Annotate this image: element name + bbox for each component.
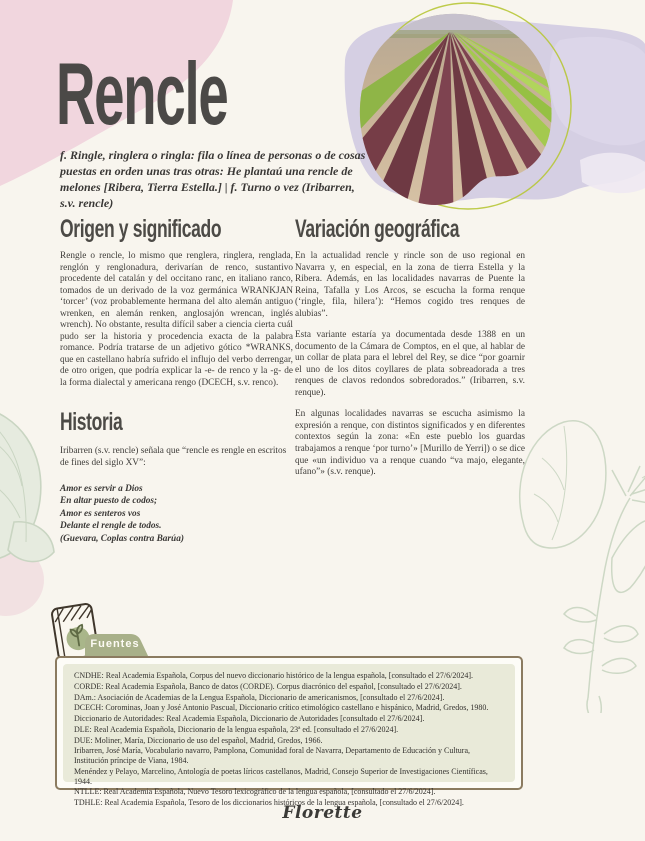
source-entry: Diccionario de Autoridades: Real Academia Española, Diccionario de Autoridades [consultado el 27/6/2024]. [74, 714, 425, 723]
leaf-sketch-left [0, 402, 69, 577]
historia-poem [60, 483, 293, 533]
variacion-paragraph: En la actualidad rencle y rincle son de uso regional en Navarra y, en especial, en la zona de tierra Estella y la Ribera. Además, en las localidades navarras de Puente la Reina, Tafalla y Los Arcos, se escucha la forma renque (‘ringle, fila, hilera’): “Hemos cogido tres renques de alubias”. [295, 251, 525, 319]
historia-intro-text: Iribarren (s.v. rencle) señala que “rencle es rengle en escritos de fines del siglo XV”: [60, 445, 287, 468]
sources-box [55, 656, 523, 807]
source-entry: CNDHE: Real Academia Española, Corpus del nuevo diccionario histórico de la lengua española, [consultado el 27/6/2024]. [74, 671, 474, 680]
source-entry: DUE: Moliner, María, Diccionario de uso del español, Madrid, Gredos, 1966. [74, 735, 323, 745]
lettuce-field-photo [350, 8, 565, 218]
section-historia [60, 409, 293, 545]
poem-line: En altar puesto de codos; [60, 496, 158, 507]
brand-logo: Florette [282, 803, 363, 823]
section-heading-historia: Historia [60, 408, 123, 437]
source-entry: DLE: Real Academia Española, Diccionario de la lengua española, 23ª ed. [consultado el 27/6/2024]. [74, 724, 399, 734]
source-entry: TDHLE: Real Academia Española, Tesoro de los diccionarios históricos de la lengua española, [consultado el 27/6/2024]. [74, 798, 464, 807]
poem-attribution: (Guevara, Coplas contra Barúa) [60, 534, 184, 545]
poem-line: Amor es servir a Dios [60, 483, 143, 494]
source-entry: Menéndez y Pelayo, Marcelino, Antología de poetas líricos castellanos, Madrid, Consejo Superior de Investigaciones Científicas, 1944. [74, 766, 488, 786]
page-title: Rencle [56, 44, 228, 143]
fuentes-tab-label: Fuentes [90, 638, 140, 650]
source-entry: NTLLE: Real Academia Española, Nuevo Tesoro lexicográfico de la lengua española, [consultado el 27/6/2024]. [74, 787, 436, 797]
sources-panel [63, 664, 515, 807]
variacion-paragraphs [295, 251, 525, 478]
source-entry: DCECH: Corominas, Joan y José Antonio Pascual, Diccionario crítico etimológico castellano e hispánico, Madrid, Gredos, 1980. [74, 703, 489, 713]
variacion-paragraph: En algunas localidades navarras se escucha asimismo la expresión a renque, con distintos significados y en diferentes contextos según la zona: «En este pueblo los guardas trabajamos a renque ‘por turno’» [Murillo de Yerri]) o se dice que «un individuo va a renque cuando “va majo, elegante, ufano”» (s.v. renque). [295, 409, 525, 478]
variacion-paragraph: Esta variante estaría ya documentada desde 1388 en un documento de la Cámara de Comptos, en el que, al hablar de un collar de plata para el lebrel del Rey, se dice “por goarnir el uno de los ditos coyllares de plata sobreadorada a tres renques de clavos redondos sobredorados.” (Iribarren, s.v. renque). [295, 330, 525, 398]
section-heading-origen: Origen y significado [60, 215, 222, 243]
poem-line: Delante el rengle de todos. [60, 521, 162, 532]
origen-body-text: Rengle o rencle, lo mismo que renglera, ringlera, renglada, renglón y renglonadura, derivarían de renco, sustantivo procedente del catalán y del occitano ranc, en italiano ranco, tomados de un derivado de la voz germánica WRANKJAN ‘torcer’ (voz probablemente hermana del alto alemán antiguo wrenken, en alemán renken, anglosajón wrencan, inglés wrench). No obstante, resulta difícil saber a ciencia cierta cuál pudo ser la historia y procedencia exacta de la palabra romance. Podría tratarse de un adjetivo gótico *WRANKS, que en castellano habría sufrido el influjo del verbo derrengar, de otro origen, que podría explicar la -e- de renco y la -g- de la forma dialectal y americana rengo (DCECH, s.v. renco). [60, 251, 293, 388]
column-left [60, 216, 293, 546]
source-entry: DAm.: Asociación de Academias de la Lengua Española, Diccionario de americanismos, [consultado el 27/6/2024]. [74, 692, 445, 702]
source-entry: Iribarren, José María, Vocabulario navarro, Pamplona, Comunidad foral de Navarra, Departamento de Educación y Cultura, Institución príncipe de Viana, 1984. [74, 746, 471, 765]
fuentes-tab [85, 634, 151, 658]
column-right [295, 216, 525, 489]
poem-line: Amor es senteros vos [60, 508, 141, 519]
source-entry: CORDE: Real Academia Española, Banco de datos (CORDE). Corpus diacrónico del español, [consultado el 27/6/2024]. [74, 681, 462, 691]
word-definition: f. Ringle, ringlera o ringla: fila o línea de personas o de cosas puestas en orden unas tras otras: He plantaú una rencle de melones [Ribera, Tierra Estella.] | f. Turno o vez (Iribarren, s.v. rencle) [60, 148, 366, 211]
section-heading-variacion: Variación geográfica [295, 215, 460, 243]
